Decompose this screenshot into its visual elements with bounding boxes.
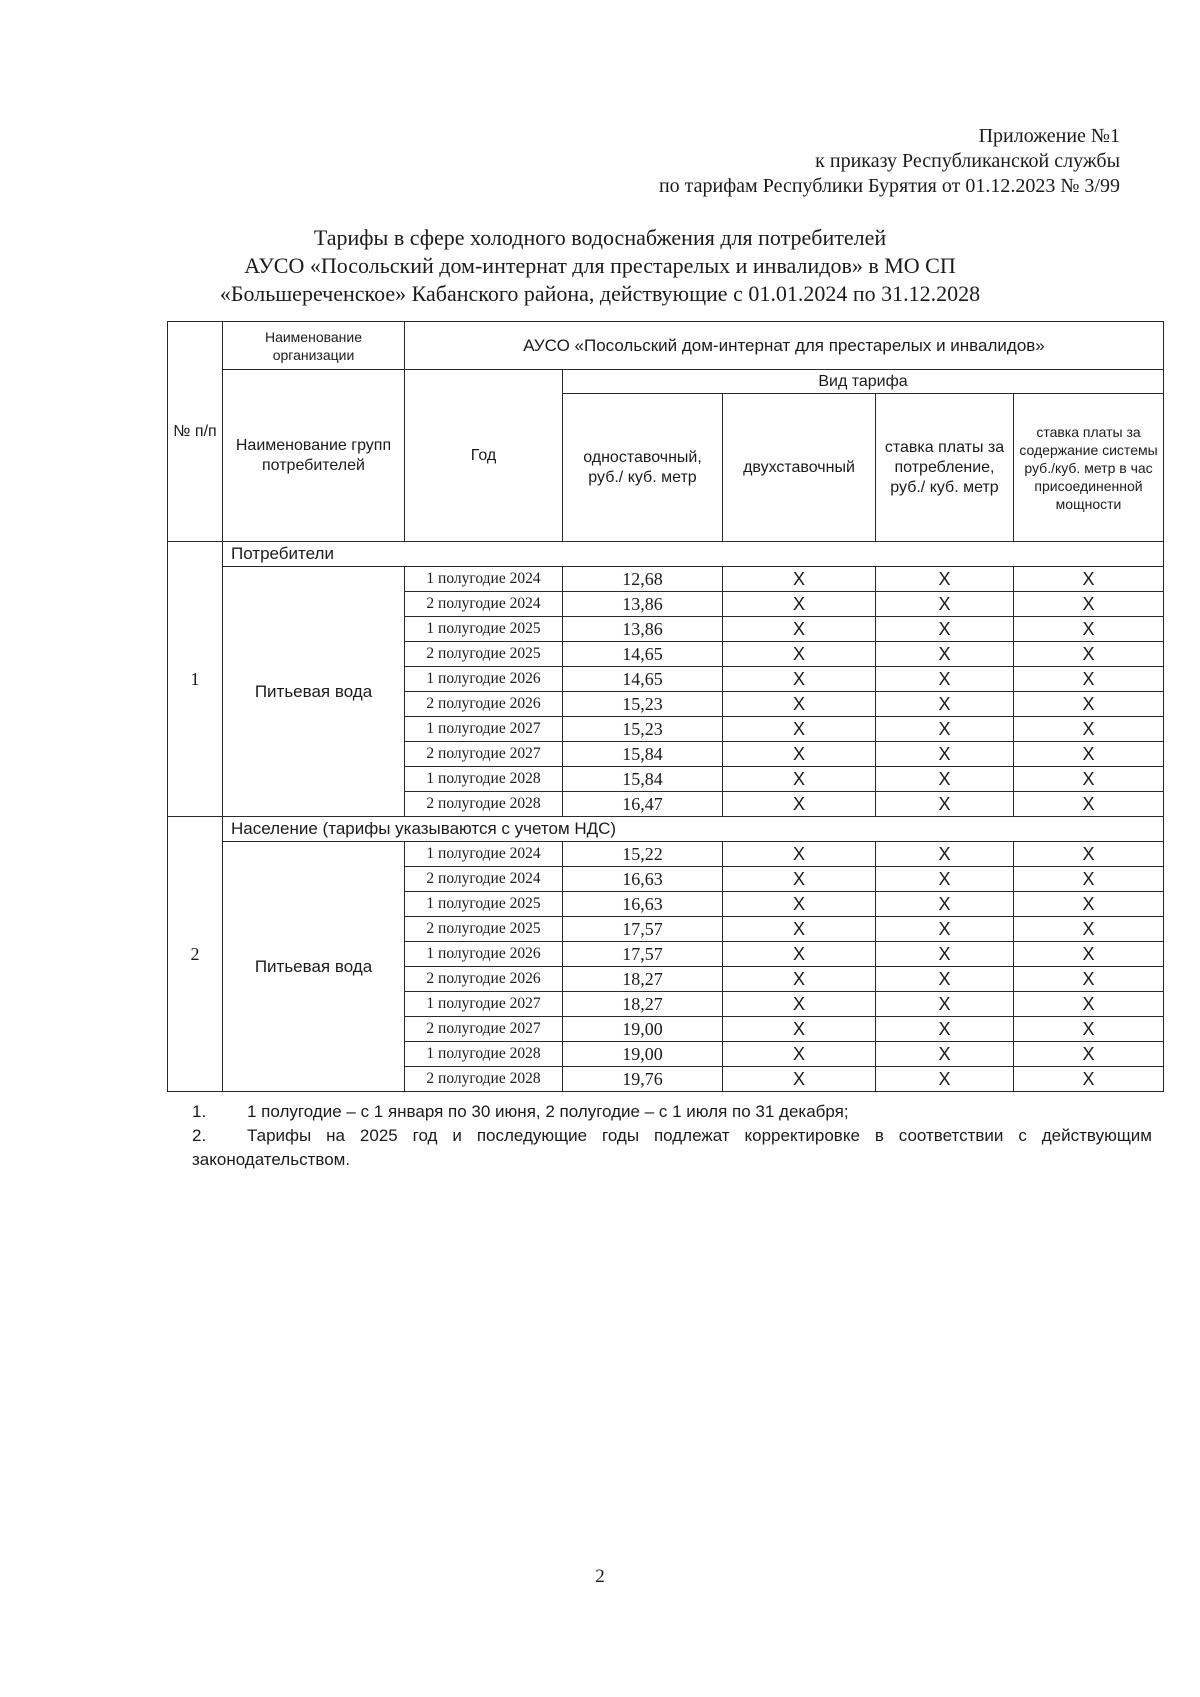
consumption-rate-cell: X (876, 667, 1014, 692)
two-rate-cell: X (723, 717, 876, 742)
single-rate-cell: 14,65 (563, 667, 723, 692)
two-rate-cell: X (723, 767, 876, 792)
single-rate-cell: 19,00 (563, 1017, 723, 1042)
single-rate-cell: 17,57 (563, 917, 723, 942)
period-cell: 2 полугодие 2024 (405, 867, 563, 892)
single-rate-cell: 19,00 (563, 1042, 723, 1067)
note-text: Тарифы на 2025 год и последующие годы подлежат корректировке в соответствии с действующим законодательством. (192, 1126, 1152, 1169)
note-1 (192, 1100, 1152, 1124)
period-cell: 2 полугодие 2025 (405, 642, 563, 667)
note-number: 2. (192, 1126, 207, 1145)
consumption-rate-cell: X (876, 1042, 1014, 1067)
two-rate-cell: X (723, 1042, 876, 1067)
header-two-rate: двухставочный (723, 394, 876, 542)
consumption-rate-cell: X (876, 892, 1014, 917)
header-group-label: Наименование групп потребителей (223, 370, 405, 542)
maintenance-rate-cell: X (1014, 1067, 1164, 1092)
single-rate-cell: 15,22 (563, 842, 723, 867)
tariff-table-body (168, 322, 1164, 1092)
document-title (0, 224, 1200, 308)
single-rate-cell: 15,23 (563, 692, 723, 717)
consumption-rate-cell: X (876, 1017, 1014, 1042)
two-rate-cell: X (723, 692, 876, 717)
page-number: 2 (595, 1566, 605, 1587)
title-line-1: Тарифы в сфере холодного водоснабжения для потребителей (313, 225, 887, 250)
header-maintenance-rate: ставка платы за содержание системы руб./куб. метр в час присоединенной мощности (1014, 394, 1164, 542)
maintenance-rate-cell: X (1014, 667, 1164, 692)
consumption-rate-cell: X (876, 792, 1014, 817)
period-cell: 1 полугодие 2024 (405, 842, 563, 867)
maintenance-rate-cell: X (1014, 1017, 1164, 1042)
two-rate-cell: X (723, 917, 876, 942)
single-rate-cell: 15,84 (563, 767, 723, 792)
consumption-rate-cell: X (876, 617, 1014, 642)
annex-order-ref: к приказу Республиканской службы (815, 150, 1120, 172)
consumption-rate-cell: X (876, 592, 1014, 617)
two-rate-cell: X (723, 792, 876, 817)
annex-order-date: по тарифам Республики Бурятия от 01.12.2023 № 3/99 (658, 175, 1120, 197)
period-cell: 2 полугодие 2028 (405, 792, 563, 817)
period-cell: 2 полугодие 2026 (405, 692, 563, 717)
single-rate-cell: 16,63 (563, 867, 723, 892)
consumption-rate-cell: X (876, 567, 1014, 592)
period-cell: 2 полугодие 2027 (405, 742, 563, 767)
notes (192, 1100, 1152, 1172)
maintenance-rate-cell: X (1014, 642, 1164, 667)
period-cell: 1 полугодие 2028 (405, 767, 563, 792)
maintenance-rate-cell: X (1014, 942, 1164, 967)
consumer-group: Потребители (223, 542, 1164, 567)
maintenance-rate-cell: X (1014, 742, 1164, 767)
maintenance-rate-cell: X (1014, 717, 1164, 742)
period-cell: 1 полугодие 2024 (405, 567, 563, 592)
maintenance-rate-cell: X (1014, 992, 1164, 1017)
maintenance-rate-cell: X (1014, 917, 1164, 942)
single-rate-cell: 14,65 (563, 642, 723, 667)
period-cell: 1 полугодие 2028 (405, 1042, 563, 1067)
header-year: Год (405, 370, 563, 542)
two-rate-cell: X (723, 617, 876, 642)
consumption-rate-cell: X (876, 992, 1014, 1017)
consumption-rate-cell: X (876, 1067, 1014, 1092)
header-num: № п/п (168, 322, 223, 542)
single-rate-cell: 13,86 (563, 592, 723, 617)
maintenance-rate-cell: X (1014, 842, 1164, 867)
consumption-rate-cell: X (876, 867, 1014, 892)
period-cell: 1 полугодие 2026 (405, 942, 563, 967)
two-rate-cell: X (723, 867, 876, 892)
header-org-label: Наименование организации (223, 322, 405, 370)
consumption-rate-cell: X (876, 767, 1014, 792)
maintenance-rate-cell: X (1014, 1042, 1164, 1067)
single-rate-cell: 19,76 (563, 1067, 723, 1092)
annex-title: Приложение №1 (978, 125, 1120, 147)
section-number: 1 (168, 542, 223, 817)
header-org-value: АУСО «Посольский дом-интернат для престарелых и инвалидов» (405, 322, 1164, 370)
note-text: 1 полугодие – с 1 января по 30 июня, 2 полугодие – с 1 июля по 31 декабря; (247, 1102, 849, 1121)
single-rate-cell: 18,27 (563, 992, 723, 1017)
maintenance-rate-cell: X (1014, 567, 1164, 592)
consumer-group: Население (тарифы указываются с учетом НДС) (223, 817, 1164, 842)
two-rate-cell: X (723, 642, 876, 667)
period-cell: 1 полугодие 2025 (405, 892, 563, 917)
maintenance-rate-cell: X (1014, 867, 1164, 892)
period-cell: 1 полугодие 2025 (405, 617, 563, 642)
two-rate-cell: X (723, 967, 876, 992)
maintenance-rate-cell: X (1014, 792, 1164, 817)
consumer-group-name: Питьевая вода (223, 567, 405, 817)
period-cell: 2 полугодие 2028 (405, 1067, 563, 1092)
period-cell: 1 полугодие 2026 (405, 667, 563, 692)
period-cell: 2 полугодие 2025 (405, 917, 563, 942)
title-line-3: «Большереченское» Кабанского района, действующие с 01.01.2024 по 31.12.2028 (219, 281, 981, 306)
period-cell: 1 полугодие 2027 (405, 992, 563, 1017)
tariff-table (167, 321, 1164, 1092)
single-rate-cell: 12,68 (563, 567, 723, 592)
two-rate-cell: X (723, 992, 876, 1017)
title-line-2: АУСО «Посольский дом-интернат для престарелых и инвалидов» в МО СП (244, 253, 956, 278)
period-cell: 2 полугодие 2024 (405, 592, 563, 617)
maintenance-rate-cell: X (1014, 592, 1164, 617)
two-rate-cell: X (723, 942, 876, 967)
consumption-rate-cell: X (876, 692, 1014, 717)
maintenance-rate-cell: X (1014, 692, 1164, 717)
consumption-rate-cell: X (876, 717, 1014, 742)
period-cell: 1 полугодие 2027 (405, 717, 563, 742)
single-rate-cell: 13,86 (563, 617, 723, 642)
annex-block (659, 124, 1120, 199)
note-2 (192, 1124, 1152, 1172)
maintenance-rate-cell: X (1014, 892, 1164, 917)
period-cell: 2 полугодие 2027 (405, 1017, 563, 1042)
two-rate-cell: X (723, 842, 876, 867)
consumption-rate-cell: X (876, 967, 1014, 992)
two-rate-cell: X (723, 667, 876, 692)
note-number: 1. (192, 1102, 207, 1121)
single-rate-cell: 16,63 (563, 892, 723, 917)
consumption-rate-cell: X (876, 842, 1014, 867)
header-consumption-rate: ставка платы за потребление, руб./ куб. метр (876, 394, 1014, 542)
two-rate-cell: X (723, 1017, 876, 1042)
maintenance-rate-cell: X (1014, 617, 1164, 642)
single-rate-cell: 17,57 (563, 942, 723, 967)
section-number: 2 (168, 817, 223, 1092)
consumption-rate-cell: X (876, 942, 1014, 967)
two-rate-cell: X (723, 592, 876, 617)
two-rate-cell: X (723, 742, 876, 767)
two-rate-cell: X (723, 567, 876, 592)
consumption-rate-cell: X (876, 642, 1014, 667)
maintenance-rate-cell: X (1014, 967, 1164, 992)
single-rate-cell: 16,47 (563, 792, 723, 817)
two-rate-cell: X (723, 892, 876, 917)
single-rate-cell: 18,27 (563, 967, 723, 992)
maintenance-rate-cell: X (1014, 767, 1164, 792)
consumption-rate-cell: X (876, 742, 1014, 767)
table-row (168, 567, 1164, 592)
table-row (168, 842, 1164, 867)
two-rate-cell: X (723, 1067, 876, 1092)
header-tariff-kind: Вид тарифа (563, 370, 1164, 394)
single-rate-cell: 15,84 (563, 742, 723, 767)
consumer-group-name: Питьевая вода (223, 842, 405, 1092)
period-cell: 2 полугодие 2026 (405, 967, 563, 992)
header-single-rate: одноставочный, руб./ куб. метр (563, 394, 723, 542)
consumption-rate-cell: X (876, 917, 1014, 942)
single-rate-cell: 15,23 (563, 717, 723, 742)
